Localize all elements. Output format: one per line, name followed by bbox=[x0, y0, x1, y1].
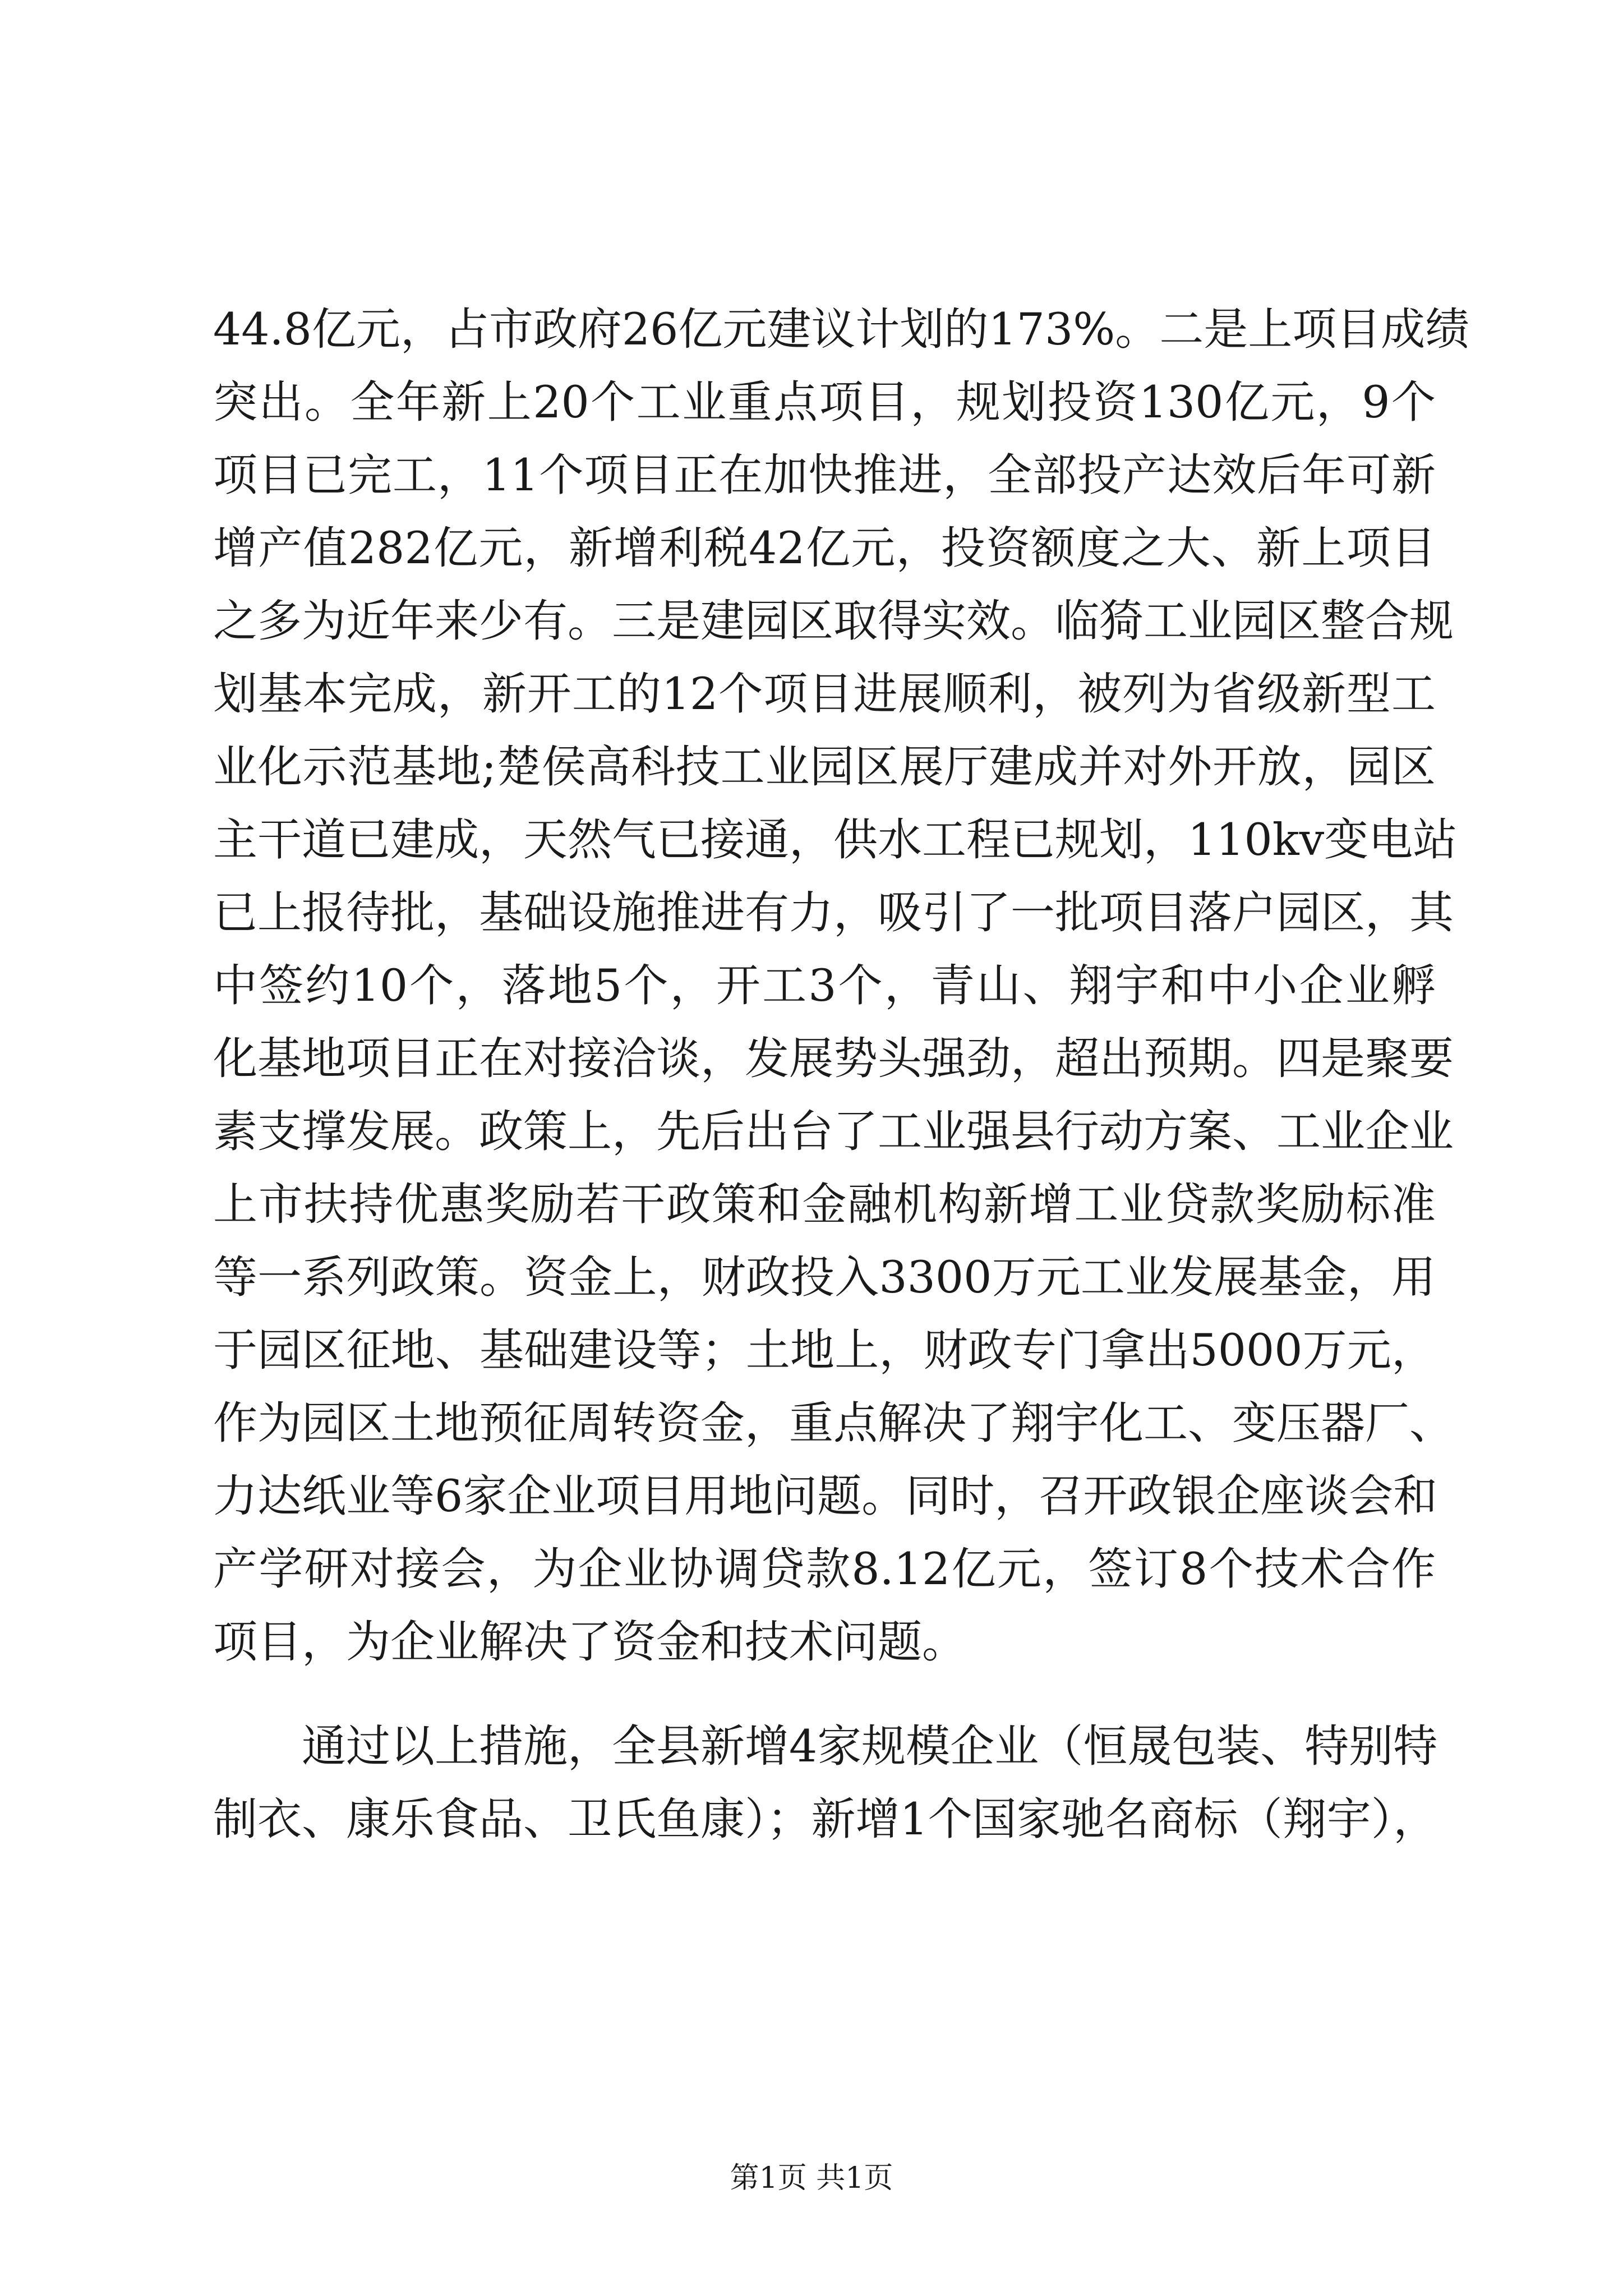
text-line: 划基本完成，新开工的12个项目进展顺利，被列为省级新型工 bbox=[213, 668, 1436, 720]
paragraph-1 bbox=[213, 293, 1470, 1678]
text-line: 上市扶持优惠奖励若干政策和金融机构新增工业贷款奖励标准 bbox=[213, 1179, 1436, 1230]
text-line: 等一系列政策。资金上，财政投入3300万元工业发展基金，用 bbox=[213, 1251, 1436, 1303]
text-line: 产学研对接会，为企业协调贷款8.12亿元，签订8个技术合作 bbox=[213, 1543, 1436, 1595]
paragraph-2 bbox=[213, 1710, 1436, 1856]
text-line: 作为园区土地预征周转资金，重点解决了翔宇化工、变压器厂、 bbox=[213, 1397, 1454, 1449]
text-line: 44.8亿元，占市政府26亿元建议计划的173%。二是上项目成绩 bbox=[213, 303, 1470, 355]
text-line: 中签约10个，落地5个，开工3个，青山、翔宇和中小企业孵 bbox=[213, 960, 1436, 1011]
text-line: 化基地项目正在对接洽谈，发展势头强劲，超出预期。四是聚要 bbox=[213, 1033, 1454, 1084]
text-line: 项目已完工，11个项目正在加快推进，全部投产达效后年可新 bbox=[213, 449, 1436, 501]
document-body bbox=[213, 293, 1470, 1856]
paragraph-gap bbox=[213, 1678, 1436, 1710]
text-line: 项目，为企业解决了资金和技术问题。 bbox=[213, 1616, 966, 1668]
text-line: 突出。全年新上20个工业重点项目，规划投资130亿元，9个 bbox=[213, 376, 1436, 428]
text-line: 业化示范基地;楚侯高科技工业园区展厅建成并对外开放，园区 bbox=[213, 741, 1436, 793]
text-line: 已上报待批，基础设施推进有力，吸引了一批项目落户园区，其 bbox=[213, 887, 1454, 938]
text-line: 力达纸业等6家企业项目用地问题。同时，召开政银企座谈会和 bbox=[213, 1470, 1438, 1522]
text-line: 于园区征地、基础建设等；土地上，财政专门拿出5000万元， bbox=[213, 1324, 1436, 1376]
text-line: 通过以上措施，全县新增4家规模企业（恒晟包装、特别特 bbox=[302, 1720, 1438, 1772]
page-number-footer: 第1页 共1页 bbox=[730, 2161, 893, 2195]
text-line: 制衣、康乐食品、卫氏鱼康）；新增1个国家驰名商标（翔宇）， bbox=[213, 1793, 1438, 1845]
text-line: 主干道已建成，天然气已接通，供水工程已规划，110kv变电站 bbox=[213, 814, 1458, 866]
text-line: 增产值282亿元，新增利税42亿元，投资额度之大、新上项目 bbox=[213, 522, 1436, 574]
text-line: 素支撑发展。政策上，先后出台了工业强县行动方案、工业企业 bbox=[213, 1106, 1454, 1157]
text-line: 之多为近年来少有。三是建园区取得实效。临猗工业园区整合规 bbox=[213, 595, 1454, 647]
